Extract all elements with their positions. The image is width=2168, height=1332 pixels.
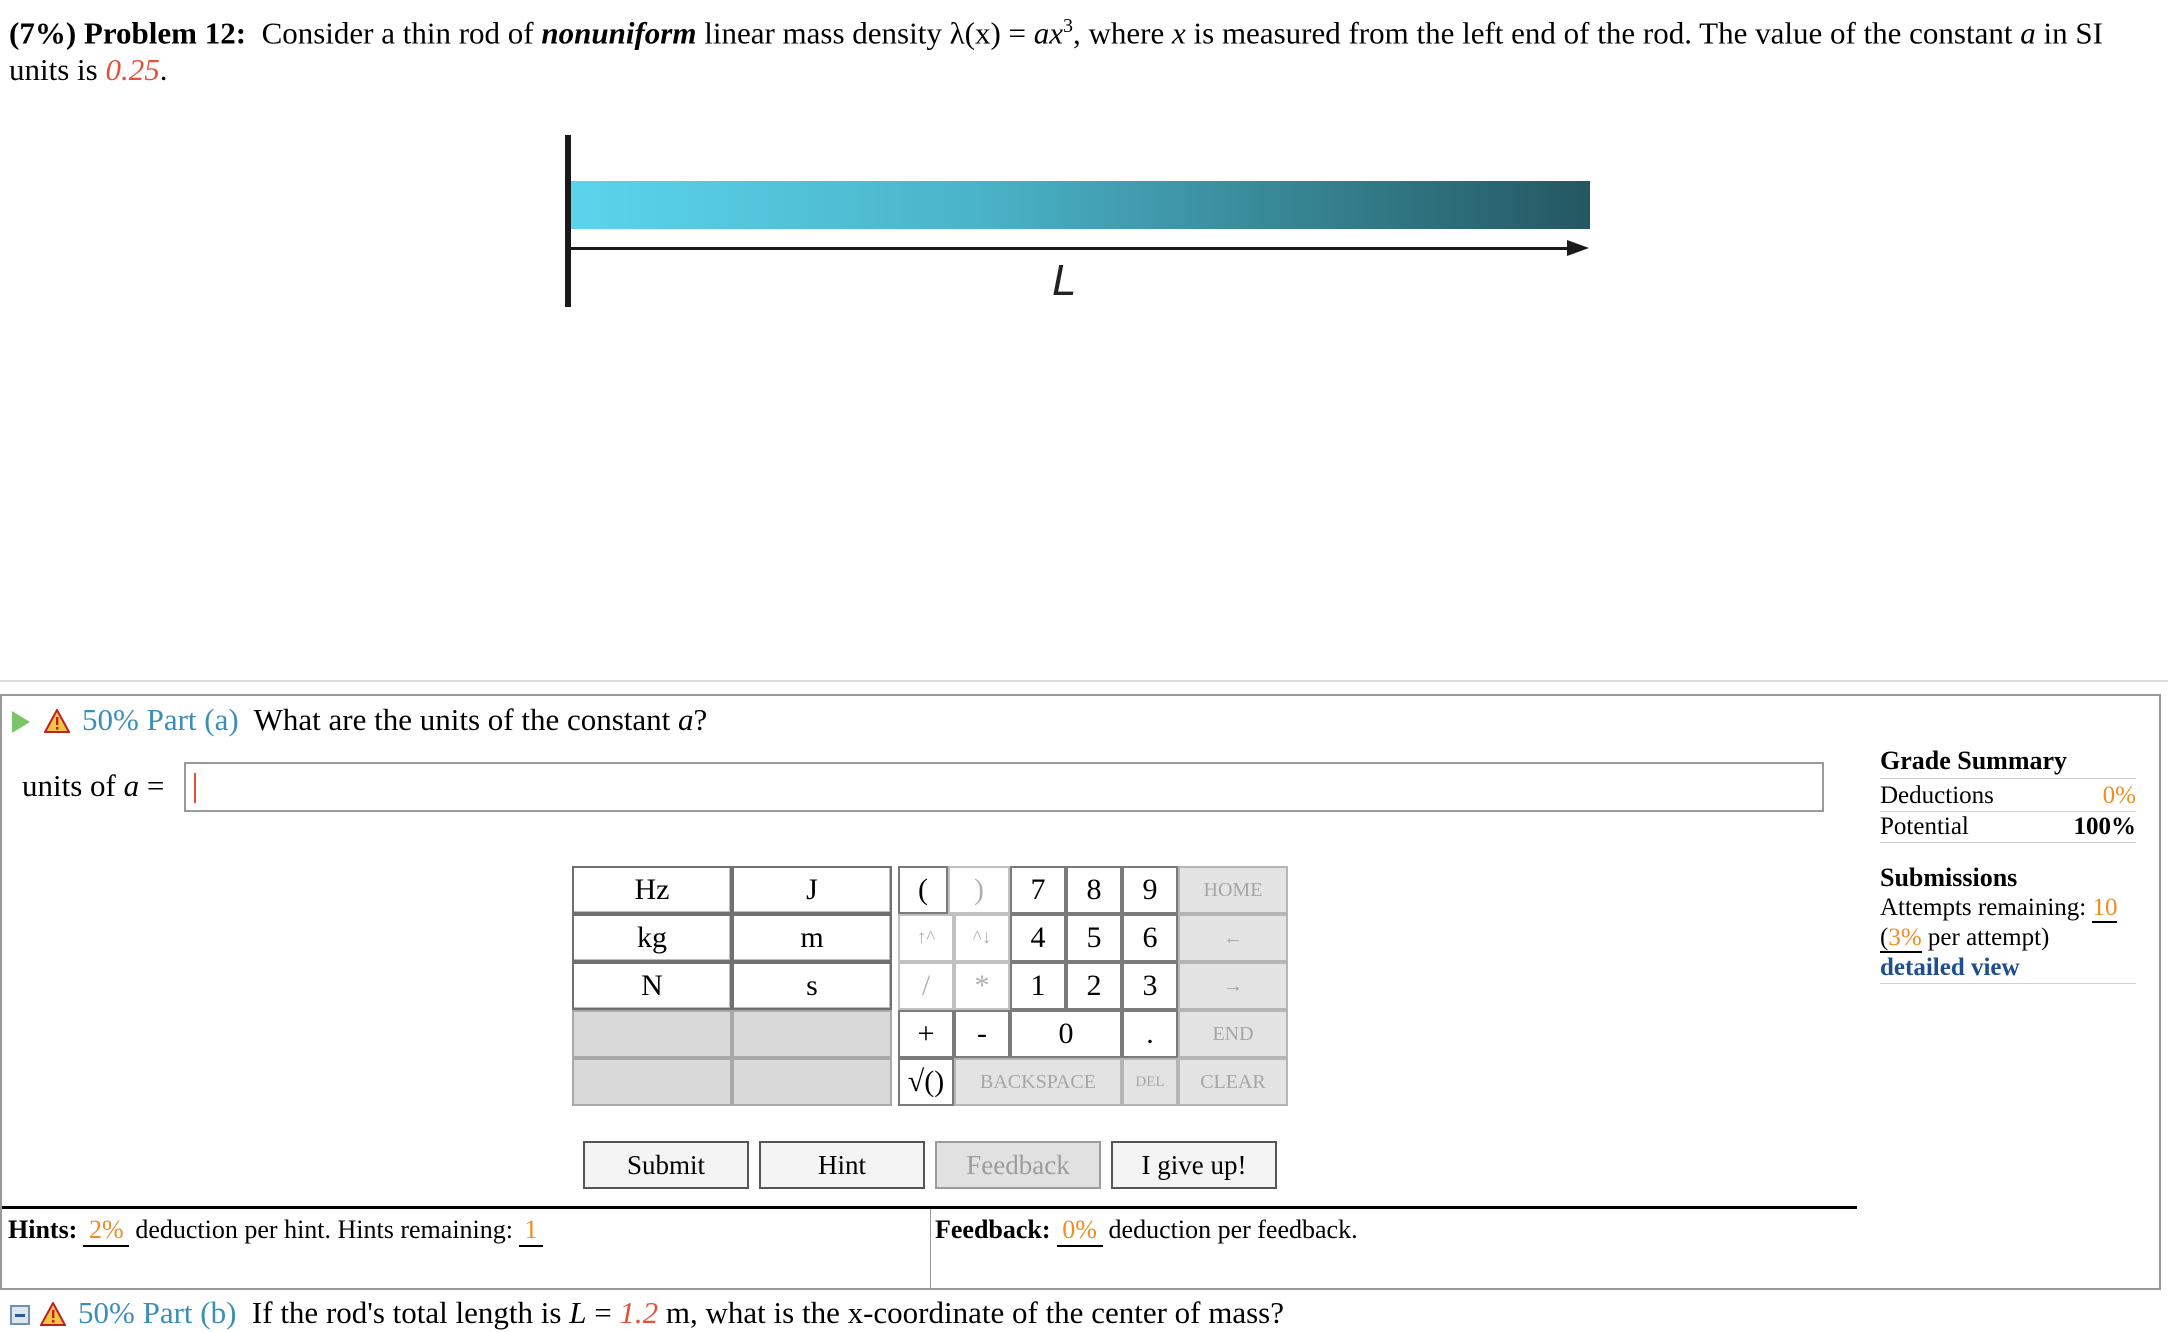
length-label: L [1052, 256, 1077, 305]
home-key[interactable]: HOME [1178, 866, 1288, 914]
unit-key-empty [572, 1010, 732, 1058]
digit-1-key[interactable]: 1 [1010, 962, 1066, 1010]
part-b-percent: 50% [78, 1295, 135, 1330]
feedback-button[interactable]: Feedback [935, 1141, 1101, 1189]
part-b-text-1: If the rod's total length is [251, 1295, 562, 1330]
a-value: 0.25 [105, 52, 160, 88]
divide-key[interactable]: / [898, 962, 954, 1010]
part-a-question-end: ? [693, 702, 708, 737]
part-a-label: Part (a) [146, 702, 239, 737]
answer-label-var: a [123, 768, 140, 803]
open-paren-key[interactable]: ( [898, 866, 948, 914]
problem-formula: ax [1033, 15, 1064, 51]
potential-label: Potential [1880, 813, 1969, 840]
section-divider [0, 680, 2168, 682]
clear-key[interactable]: CLEAR [1178, 1058, 1288, 1106]
submissions-title: Submissions [1880, 863, 2018, 892]
unit-key-empty [732, 1058, 892, 1106]
unit-key-n[interactable]: N [572, 962, 732, 1010]
rod [571, 181, 1590, 229]
feedback-label: Feedback: [935, 1215, 1051, 1244]
delete-key[interactable]: DEL [1122, 1058, 1178, 1106]
problem-text-3: , where [1073, 15, 1165, 51]
problem-statement [9, 8, 2159, 88]
problem-text-2: linear mass density λ(x) = [704, 15, 1026, 51]
close-paren-key[interactable]: ) [948, 866, 1010, 914]
rod-diagram [555, 130, 1595, 310]
problem-var-a: a [2020, 15, 2036, 51]
unit-key-s[interactable]: s [732, 962, 892, 1010]
sqrt-key[interactable]: √() [898, 1058, 954, 1106]
text-caret [194, 773, 196, 803]
potential-value: 100% [2073, 813, 2136, 840]
part-a-percent: 50% [82, 702, 139, 737]
hints-info [8, 1215, 549, 1247]
digit-5-key[interactable]: 5 [1066, 914, 1122, 962]
feedback-text: deduction per feedback. [1108, 1215, 1358, 1244]
digit-4-key[interactable]: 4 [1010, 914, 1066, 962]
problem-text-6: . [159, 52, 168, 88]
part-b-header [10, 1295, 1284, 1331]
unit-key-empty [572, 1058, 732, 1106]
answer-label [22, 768, 164, 804]
attempts-label: Attempts remaining: [1880, 894, 2087, 921]
end-key[interactable]: END [1178, 1010, 1288, 1058]
feedback-info [935, 1215, 1358, 1247]
left-arrow-key[interactable]: ← [1178, 914, 1288, 962]
grade-summary-title: Grade Summary [1880, 746, 2136, 779]
answer-input[interactable] [184, 762, 1824, 812]
problem-title: Problem 12: [83, 15, 247, 51]
play-icon[interactable] [12, 711, 30, 733]
part-a-question-var: a [678, 702, 694, 737]
hints-feedback-divider [930, 1209, 931, 1289]
hints-remaining: 1 [519, 1215, 543, 1247]
per-attempt-text: per attempt) [1927, 924, 2050, 951]
problem-text-4: is measured from the left end of the rod. The value of the constant [1193, 15, 2013, 51]
feedback-pct: 0% [1057, 1215, 1103, 1247]
digit-6-key[interactable]: 6 [1122, 914, 1178, 962]
warning-icon [40, 1302, 66, 1326]
problem-text-1: Consider a thin rod of [261, 15, 534, 51]
part-a-header [12, 702, 707, 738]
problem-var-x: x [1172, 15, 1186, 51]
digit-9-key[interactable]: 9 [1122, 866, 1178, 914]
give-up-button[interactable]: I give up! [1111, 1141, 1277, 1189]
problem-text-5: in SI units is [9, 15, 2103, 88]
backspace-key[interactable]: BACKSPACE [954, 1058, 1122, 1106]
detailed-view-link[interactable]: detailed view [1880, 954, 2020, 981]
hints-label: Hints: [8, 1215, 78, 1244]
deductions-value: 0% [2102, 782, 2136, 809]
decimal-key[interactable]: . [1122, 1010, 1178, 1058]
digit-3-key[interactable]: 3 [1122, 962, 1178, 1010]
multiply-key[interactable]: * [954, 962, 1010, 1010]
problem-emphasis: nonuniform [541, 15, 697, 51]
per-attempt-pct: 3% [1888, 924, 1922, 951]
deductions-label: Deductions [1880, 782, 1994, 809]
answer-label-eq: = [146, 768, 165, 803]
digit-7-key[interactable]: 7 [1010, 866, 1066, 914]
unit-key-hz[interactable]: Hz [572, 866, 732, 914]
per-attempt-paren: ( [1880, 924, 1889, 951]
digit-0-key[interactable]: 0 [1010, 1010, 1122, 1058]
part-b-eq: = [594, 1295, 612, 1330]
digit-2-key[interactable]: 2 [1066, 962, 1122, 1010]
submit-button[interactable]: Submit [583, 1141, 749, 1189]
part-b-var-L: L [569, 1295, 587, 1330]
right-arrow-key[interactable]: → [1178, 962, 1288, 1010]
part-b-text-2: m, what is the x-coordinate of the center of mass? [665, 1295, 1284, 1330]
unit-key-j[interactable]: J [732, 866, 892, 914]
superscript-up-key[interactable]: ↑^ [898, 914, 954, 962]
unit-key-m[interactable]: m [732, 914, 892, 962]
length-arrow-head [1567, 240, 1589, 256]
problem-exponent: 3 [1063, 15, 1074, 37]
grade-summary [1880, 746, 2136, 984]
minus-key[interactable]: - [954, 1010, 1010, 1058]
part-a-question: What are the units of the constant [253, 702, 671, 737]
warning-icon [44, 709, 70, 733]
problem-weight: (7%) [9, 15, 77, 51]
minimize-icon[interactable] [10, 1305, 30, 1325]
hints-pct: 2% [83, 1215, 129, 1247]
digit-8-key[interactable]: 8 [1066, 866, 1122, 914]
part-b-label: Part (b) [142, 1295, 237, 1330]
part-b-value: 1.2 [619, 1295, 659, 1330]
unit-key-empty [732, 1010, 892, 1058]
length-arrow-line [571, 247, 1571, 250]
superscript-down-key[interactable]: ^↓ [954, 914, 1010, 962]
answer-label-text: units of [22, 768, 116, 803]
plus-key[interactable]: + [898, 1010, 954, 1058]
hint-button[interactable]: Hint [759, 1141, 925, 1189]
attempts-value: 10 [2092, 894, 2118, 921]
unit-key-kg[interactable]: kg [572, 914, 732, 962]
hints-text: deduction per hint. Hints remaining: [135, 1215, 513, 1244]
